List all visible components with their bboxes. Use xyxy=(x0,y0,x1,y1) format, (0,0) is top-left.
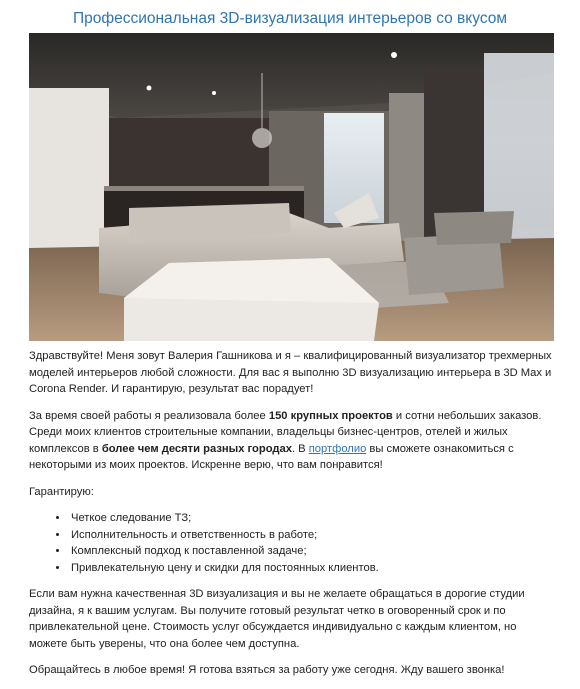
experience-text-2: и сотни небольших заказов. Среди моих клиентов строительные компании, владельцы бизнес-центров, отелей и жилых комплексов в xyxy=(29,409,542,455)
offer-paragraph: Если вам нужна качественная 3D визуализация и вы не желаете обращаться в дорогие студии дизайна, я к вашим услугам. Вы получите готовый результат четко в оговоренный срок и по привлекательной цене. Стоимость услуг обсуждается индивидуально с каждым клиентом, но можете быть уверены, что она более чем доступна. xyxy=(29,588,525,650)
guarantee-item: • Привлекательную цену и скидки для постоянных клиентов. xyxy=(69,560,554,577)
intro-paragraph: Здравствуйте! Меня зовут Валерия Гашникова и я – квалифицированный визуализатор трехмерных моделей интерьеров любой сложности. Для вас я выполню 3D визуализацию интерьера в 3D Max и Corona Render. И гарантирую, результат вас порадует! xyxy=(29,350,552,395)
guarantee-item: • Четкое следование ТЗ; xyxy=(69,510,554,527)
guarantee-heading: Гарантирую: xyxy=(29,485,94,498)
experience-bold-projects: 150 крупных проектов xyxy=(268,409,393,422)
document-body xyxy=(29,348,554,689)
experience-paragraph xyxy=(29,408,554,474)
guarantee-list xyxy=(29,510,554,576)
experience-text-3: . В xyxy=(291,442,309,455)
experience-text-1: За время своей работы я реализовала более xyxy=(29,409,269,422)
page-title: Профессиональная 3D-визуализация интерьеров со вкусом xyxy=(72,10,508,27)
closing-paragraph: Обращайтесь в любое время! Я готова взяться за работу уже сегодня. Жду вашего звонка! xyxy=(29,664,505,676)
guarantee-item: • Исполнительность и ответственность в работе; xyxy=(69,527,554,544)
guarantee-item: • Комплексный подход к поставленной задаче; xyxy=(69,543,554,560)
portfolio-link[interactable]: портфолио xyxy=(308,442,367,455)
experience-text-4: вы сможете ознакомиться с некоторыми из моих проектов. Искренне верю, что вам понравится! xyxy=(29,442,514,471)
interior-render-image xyxy=(29,33,554,341)
experience-bold-cities: более чем десяти разных городах xyxy=(101,442,292,455)
